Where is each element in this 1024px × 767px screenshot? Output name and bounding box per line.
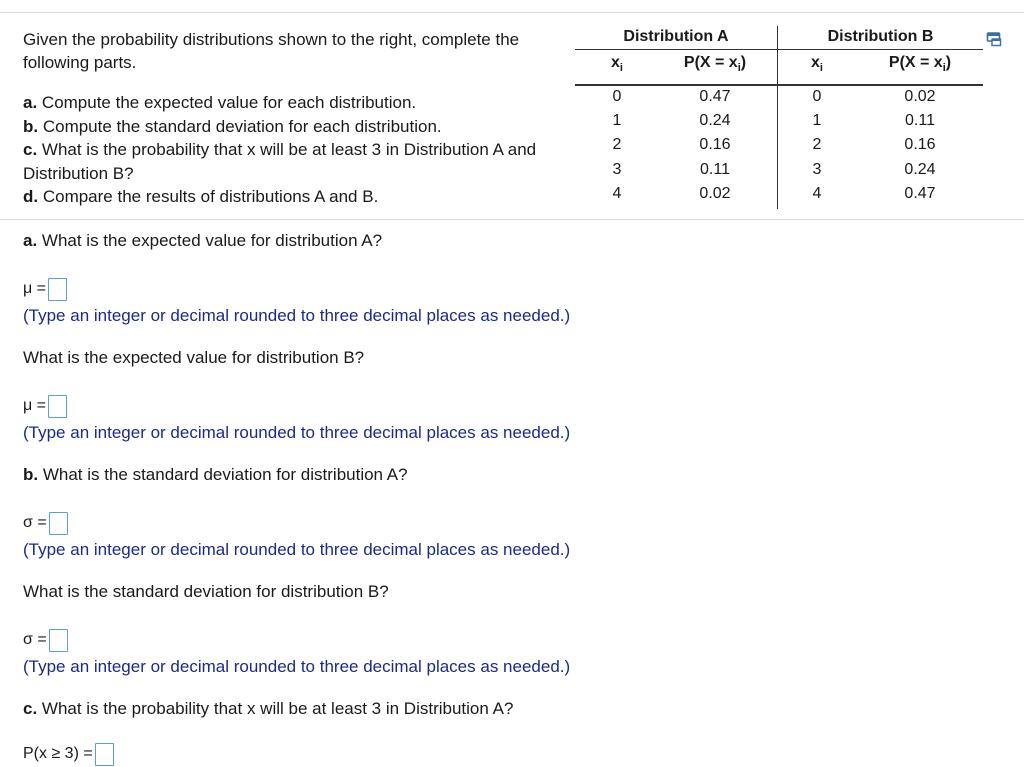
prob-a-input[interactable]: [95, 743, 114, 766]
answer-row-sigma-b: [23, 627, 68, 653]
part-b: b. Compute the standard deviation for each distribution.: [23, 116, 442, 136]
table-cell: 2: [612, 136, 622, 153]
table-cell: 0.47: [904, 185, 936, 202]
hint-text: (Type an integer or decimal rounded to three decimal places as needed.): [23, 657, 571, 676]
mu-a-input[interactable]: [48, 278, 67, 301]
dist-a-p-header: $P(X = x_i)$: [683, 54, 747, 75]
part-a: a. Compute the expected value for each distribution.: [23, 93, 417, 112]
answer-row-sigma-a: [23, 510, 68, 536]
table-cell: 0.47: [699, 88, 731, 105]
sigma-label: σ =: [23, 514, 47, 531]
table-cell: 0.16: [904, 136, 936, 153]
table-cell: 1: [812, 112, 822, 129]
dist-a-title: Distribution A: [623, 28, 729, 45]
distribution-table: [575, 26, 983, 210]
mu-b-input[interactable]: [48, 395, 67, 418]
hint-text: (Type an integer or decimal rounded to three decimal places as needed.): [23, 540, 571, 559]
table-cell: 1: [612, 112, 622, 129]
answer-row-mu-a: [23, 276, 67, 302]
answer-row-mu-b: [23, 393, 67, 419]
question-a-expected-a: a. What is the expected value for distribution A?: [23, 231, 383, 250]
mu-label: μ =: [23, 397, 47, 414]
table-cell: 0.11: [700, 161, 730, 178]
table-cell: 0.02: [699, 185, 731, 202]
sigma-label: σ =: [23, 631, 47, 648]
dist-b-x-header: $x_i$: [811, 54, 823, 75]
mu-label: μ =: [23, 280, 47, 297]
table-cell: 4: [612, 185, 622, 202]
table-cell: 0.24: [904, 161, 936, 178]
table-cell: 0.11: [905, 112, 935, 129]
answer-row-prob-a: [23, 741, 114, 767]
question-sd-b: What is the standard deviation for distribution B?: [23, 582, 389, 601]
hint-text: (Type an integer or decimal rounded to three decimal places as needed.): [23, 306, 571, 325]
table-cell: 3: [812, 161, 822, 178]
part-d: d. Compare the results of distributions A and B.: [23, 187, 379, 206]
table-cell: 0: [612, 88, 622, 105]
question-b-sd-a: b. What is the standard deviation for distribution A?: [23, 465, 408, 484]
dist-a-x-header: $x_i$: [611, 54, 623, 75]
dist-b-title: Distribution B: [827, 28, 934, 45]
prob-label: P(x ≥ 3) =: [23, 745, 93, 762]
sigma-a-input[interactable]: [49, 512, 68, 535]
question-expected-b: What is the expected value for distribution B?: [23, 348, 365, 367]
section-divider: [0, 219, 1024, 220]
table-cell: 2: [812, 136, 822, 153]
table-cell: 0.16: [699, 136, 731, 153]
parts-list: [23, 91, 563, 209]
copy-table-icon[interactable]: [986, 31, 1002, 47]
question-c-prob-a: c. What is the probability that x will be at least 3 in Distribution A?: [23, 699, 514, 718]
hint-text: (Type an integer or decimal rounded to three decimal places as needed.): [23, 423, 571, 442]
intro-text: Given the probability distributions shown to the right, complete the following parts.: [23, 30, 520, 72]
dist-b-p-header: $P(X = x_i)$: [888, 54, 952, 75]
table-cell: 0.24: [699, 112, 731, 129]
sigma-b-input[interactable]: [49, 629, 68, 652]
part-c: c. What is the probability that x will be at least 3 in Distribution A and Distribution B?: [23, 140, 537, 183]
table-cell: 4: [812, 185, 822, 202]
table-cell: 0: [812, 88, 822, 105]
top-divider: [0, 12, 1024, 13]
table-cell: 0.02: [904, 88, 936, 105]
table-cell: 3: [612, 161, 622, 178]
